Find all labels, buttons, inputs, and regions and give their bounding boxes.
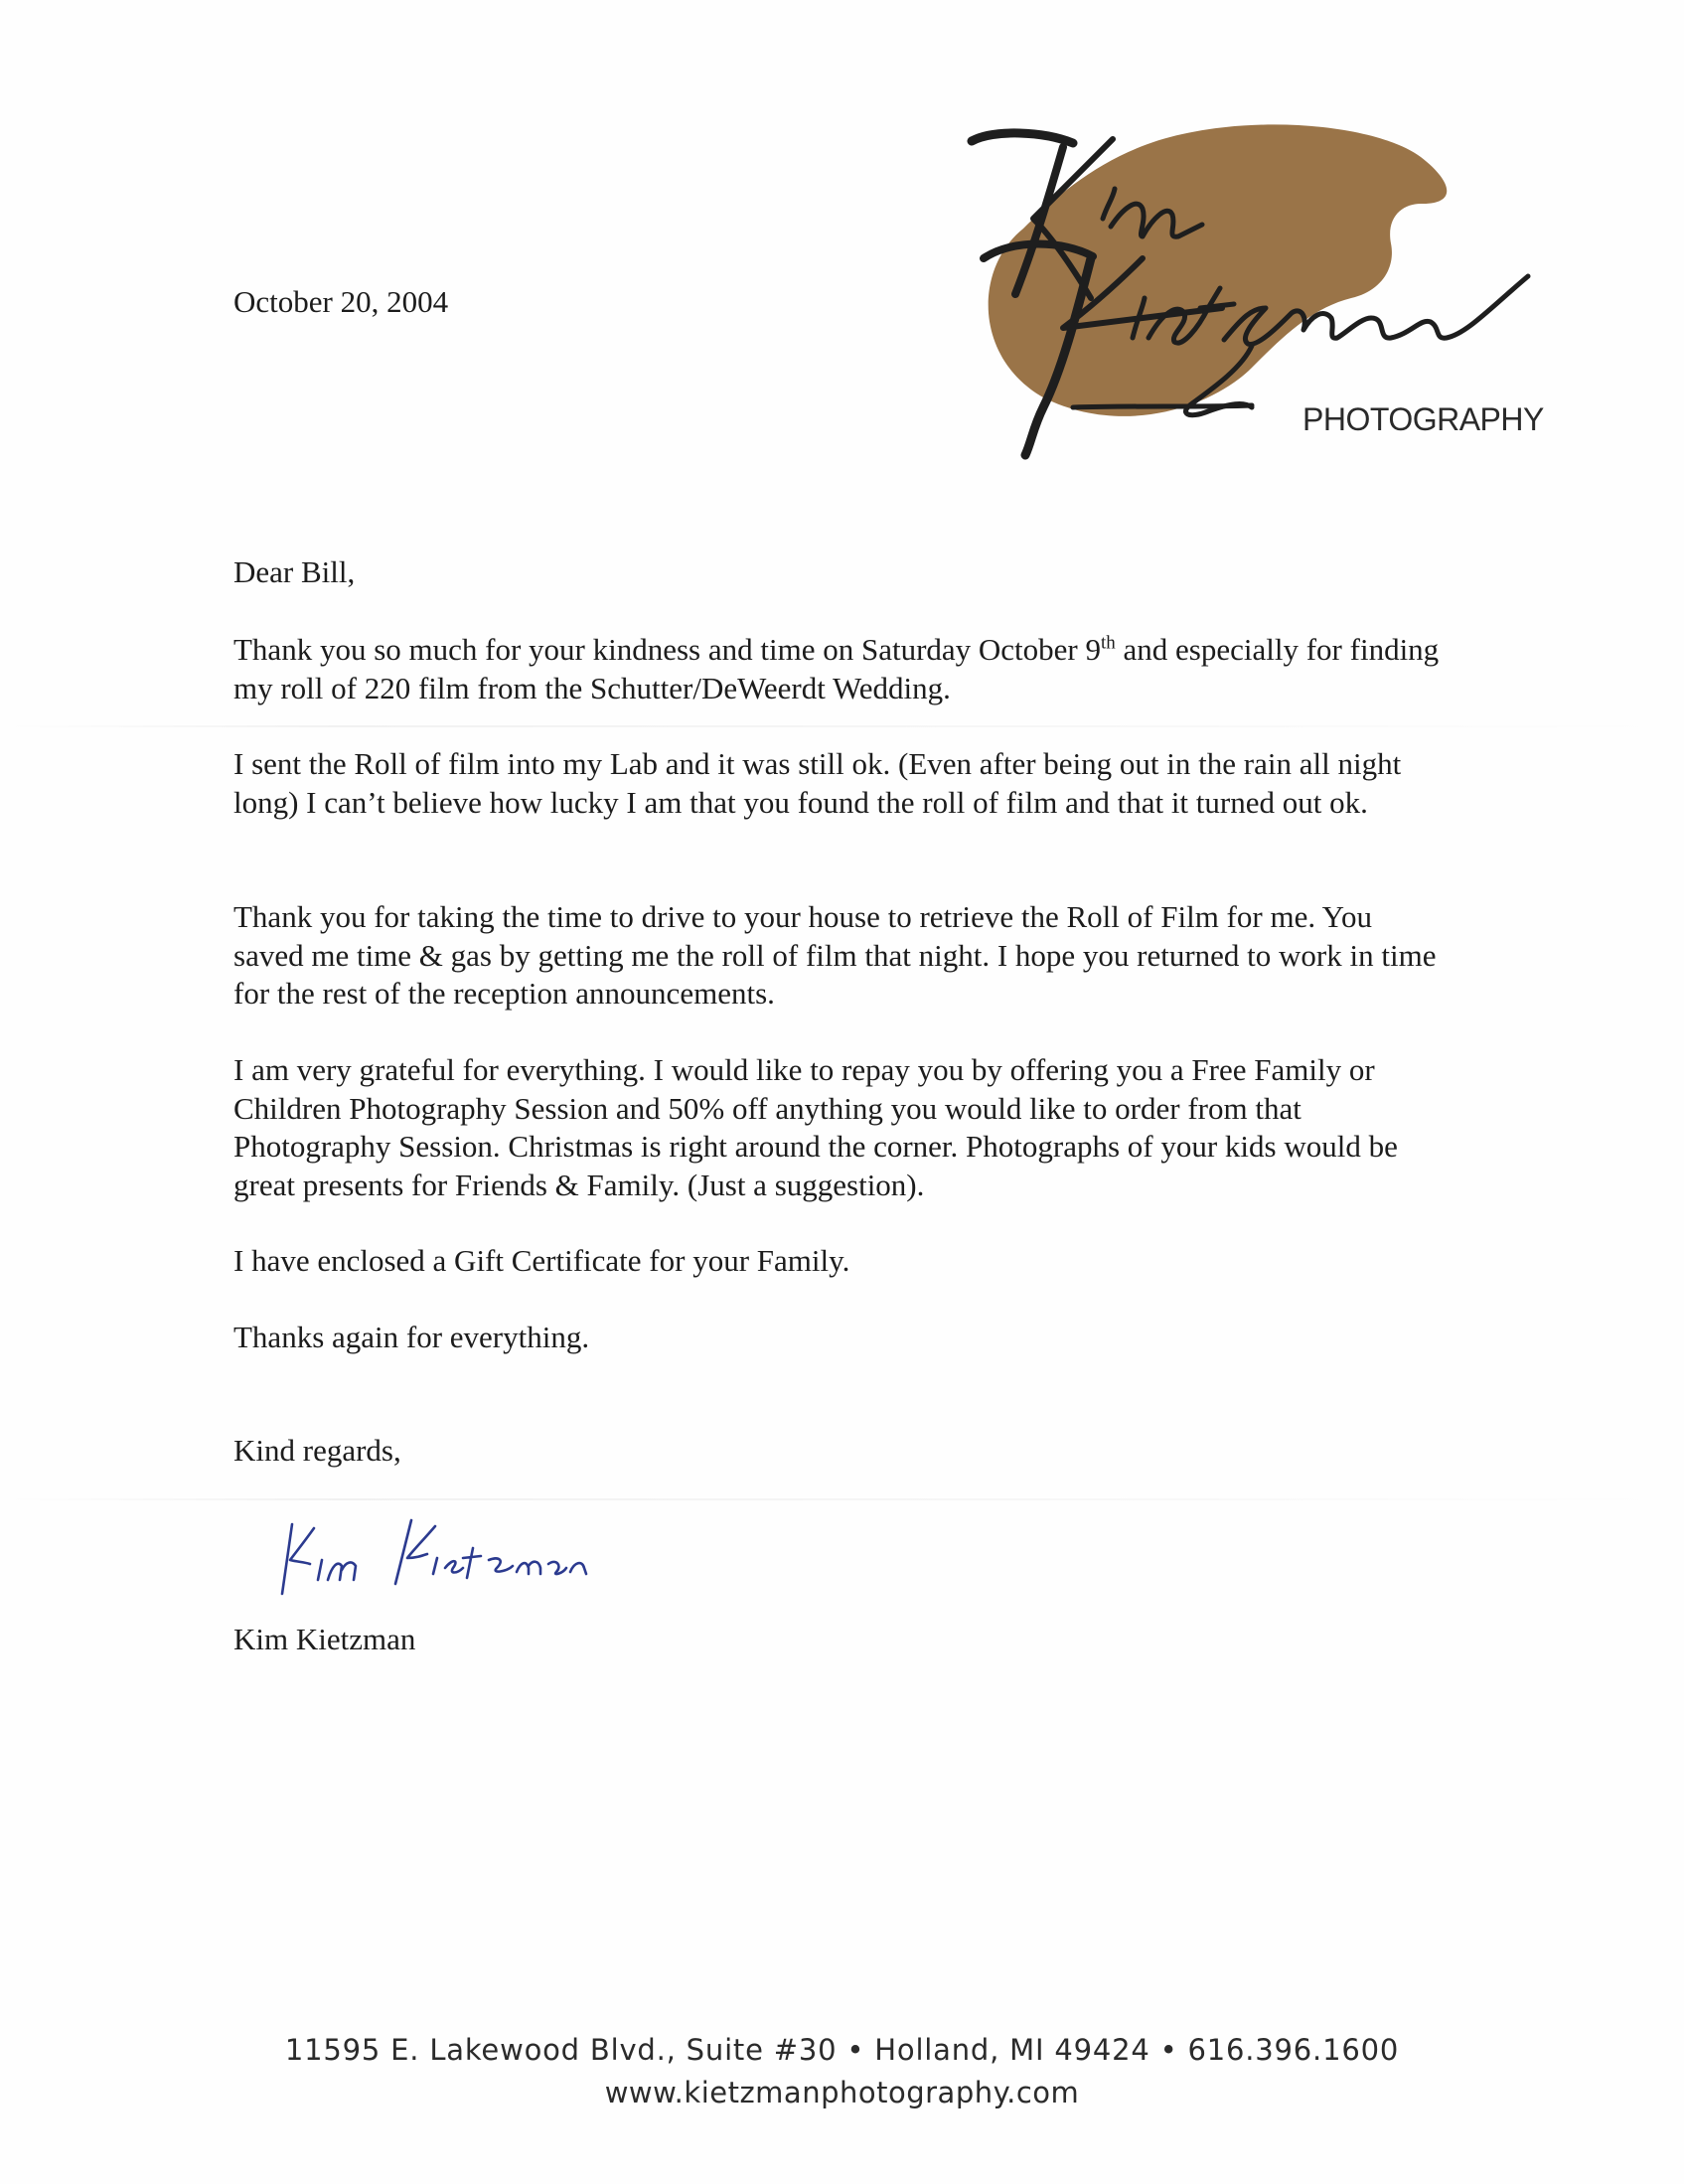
logo-script-underline [1073, 405, 1252, 407]
handwritten-signature [268, 1502, 666, 1612]
footer-address: 11595 E. Lakewood Blvd., Suite #30 • Holland, MI 49424 • 616.396.1600 [284, 2033, 1400, 2067]
closing: Kind regards, [233, 1433, 401, 1468]
footer-website: www.kietzmanphotography.com [604, 2076, 1080, 2109]
signature-k2 [395, 1520, 435, 1584]
logo-script-k1 [972, 133, 1073, 143]
signature-k1 [282, 1524, 314, 1594]
paragraph-2: I sent the Roll of film into my Lab and it was still ok. (Even after being out in the rain all night long) I can’t believe how lucky I am that you found the roll of film and that it turned out ok. [233, 746, 1402, 820]
paragraph-6: Thanks again for everything. [233, 1320, 590, 1354]
paragraph-5: I have enclosed a Gift Certificate for your Family. [233, 1243, 850, 1278]
paragraph-1-text-a: Thank you so much for your kindness and time on Saturday October 9 [233, 632, 1101, 667]
salutation: Dear Bill, [233, 554, 356, 589]
ordinal-suffix: th [1101, 632, 1116, 654]
signer-name: Kim Kietzman [233, 1622, 416, 1656]
signature-ietzman [433, 1548, 586, 1578]
letter-date: October 20, 2004 [233, 284, 449, 319]
paper-fold-line [0, 1498, 1684, 1500]
paragraph-4: I am very grateful for everything. I would like to repay you by offering you a Free Family or Children Photography Session and 50% off anything you would like to order from that Photography Session. Christmas is right around the corner. Photographs of your kids would be great presents for Friends & Family. (Just a suggestion). [233, 1052, 1398, 1202]
paper-fold-line [0, 725, 1684, 727]
paragraph-1 [233, 631, 1446, 707]
logo-photography-word: PHOTOGRAPHY [1302, 401, 1544, 437]
paragraph-3: Thank you for taking the time to drive to your house to retrieve the Roll of Film for me. You saved me time & gas by getting me the roll of film that night. I hope you returned to work in time for the rest of the reception announcements. [233, 899, 1437, 1011]
signature-im [318, 1560, 356, 1580]
paragraph-1-text-b: and especially for finding my roll of 220 film from the Schutter/DeWeerdt Wedding. [233, 632, 1440, 705]
